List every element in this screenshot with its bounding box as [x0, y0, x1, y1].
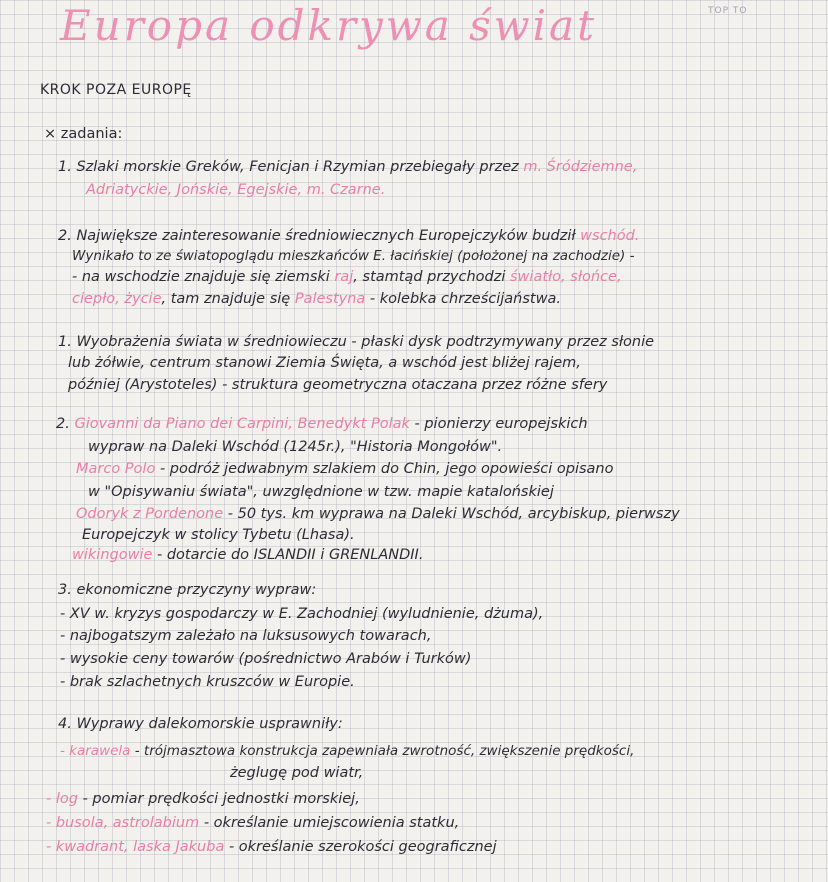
highlight-text: wikingowie	[72, 547, 153, 563]
item-text: - kolebka chrześcijaństwa.	[369, 291, 561, 307]
item-number: 1.	[58, 159, 72, 175]
item-number: 3.	[58, 582, 72, 598]
corner-mark: TOP TO	[708, 6, 748, 16]
list-item	[58, 158, 637, 176]
list-item	[76, 505, 680, 523]
highlight-text: Marco Polo	[76, 461, 156, 477]
highlight-text: Palestyna	[294, 291, 366, 307]
bullet-item: - brak szlachetnych kruszców w Europie.	[60, 674, 355, 690]
item-text: - na wschodzie znajduje się ziemski	[72, 269, 330, 285]
item-text: - 50 tys. km wyprawa na Daleki Wschód, arcybiskup, pierwszy	[227, 506, 680, 522]
item-text: Wyobrażenia świata w średniowieczu - płaski dysk podtrzymywany przez słonie	[76, 334, 655, 350]
list-item	[72, 546, 423, 564]
list-item	[58, 333, 654, 351]
list-item	[72, 268, 622, 286]
item-text: - trójmasztowa konstrukcja zapewniała zwrotność, zwiększenie prędkości,	[134, 743, 635, 759]
item-text: później (Arystoteles) - struktura geometryczna otaczana przez różne sfery	[68, 377, 608, 393]
item-number: 1.	[58, 334, 72, 350]
highlight-text: - karawela	[60, 743, 131, 759]
item-text: - dotarcie do ISLANDII i GRENLANDII.	[157, 547, 424, 563]
item-text: lub żółwie, centrum stanowi Ziemia Święta, a wschód jest bliżej rajem,	[68, 355, 581, 371]
bullet-item: - wysokie ceny towarów (pośrednictwo Arabów i Turków)	[60, 651, 472, 667]
item-text: Największe zainteresowanie średniowiecznych Europejczyków budził	[76, 228, 576, 244]
highlight-text: światło, słońce,	[510, 269, 622, 285]
item-text: w "Opisywaniu świata", uwzględnione w tzw. mapie katalońskiej	[88, 484, 554, 500]
item-text: , tam znajduje się	[161, 291, 291, 307]
item-text: , stamtąd przychodzi	[353, 269, 506, 285]
item-text: - określanie szerokości geograficznej	[228, 839, 497, 855]
page-title: Europa odkrywa świat	[60, 1, 597, 50]
bullet-item: - najbogatszym zależało na luksusowych towarach,	[60, 628, 432, 644]
list-item	[58, 581, 316, 599]
highlight-text: ciepło, życie	[72, 291, 162, 307]
bullet-item: - XV w. kryzys gospodarczy w E. Zachodniej (wyludnienie, dżuma),	[60, 606, 544, 622]
item-text: Wynikało to ze światopoglądu mieszkańców E. łacińskiej (położonej na zachodzie) -	[72, 248, 635, 264]
section-heading: KROK POZA EUROPĘ	[40, 82, 192, 98]
highlight-text: Adriatyckie, Jońskie, Egejskie, m. Czarne.	[86, 182, 386, 198]
item-number: 4.	[58, 716, 72, 732]
item-text: - podróż jedwabnym szlakiem do Chin, jego opowieści opisano	[159, 461, 614, 477]
item-text: - pomiar prędkości jednostki morskiej,	[82, 791, 360, 807]
item-text: - określanie umiejscowienia statku,	[203, 815, 460, 831]
list-item	[56, 415, 588, 433]
list-item	[46, 838, 497, 856]
highlight-text: m. Śródziemne,	[523, 159, 638, 175]
list-item	[60, 742, 634, 760]
highlight-text: wschód.	[580, 228, 640, 244]
highlight-text: Giovanni da Piano dei Carpini, Benedykt Polak	[74, 416, 410, 432]
list-item	[72, 290, 561, 308]
item-text: Wyprawy dalekomorskie usprawniły:	[76, 716, 343, 732]
highlight-text: Odoryk z Pordenone	[76, 506, 224, 522]
list-item	[46, 790, 360, 808]
item-text: żeglugę pod wiatr,	[230, 765, 364, 781]
highlight-text: - busola, astrolabium	[46, 815, 200, 831]
item-text: wypraw na Daleki Wschód (1245r.), "Historia Mongołów".	[88, 439, 503, 455]
tasks-label: × zadania:	[44, 126, 123, 142]
item-text: ekonomiczne przyczyny wypraw:	[76, 582, 317, 598]
list-item	[46, 814, 459, 832]
list-item	[58, 227, 639, 245]
highlight-text: - kwadrant, laska Jakuba	[46, 839, 225, 855]
list-item	[58, 715, 343, 733]
item-text: Europejczyk w stolicy Tybetu (Lhasa).	[82, 527, 355, 543]
item-text: Szlaki morskie Greków, Fenicjan i Rzymian przebiegały przez	[76, 159, 519, 175]
highlight-text: raj	[334, 269, 354, 285]
item-text: - pionierzy europejskich	[414, 416, 588, 432]
item-number: 2.	[56, 416, 70, 432]
list-item	[76, 460, 613, 478]
item-number: 2.	[58, 228, 72, 244]
highlight-text: - log	[46, 791, 78, 807]
